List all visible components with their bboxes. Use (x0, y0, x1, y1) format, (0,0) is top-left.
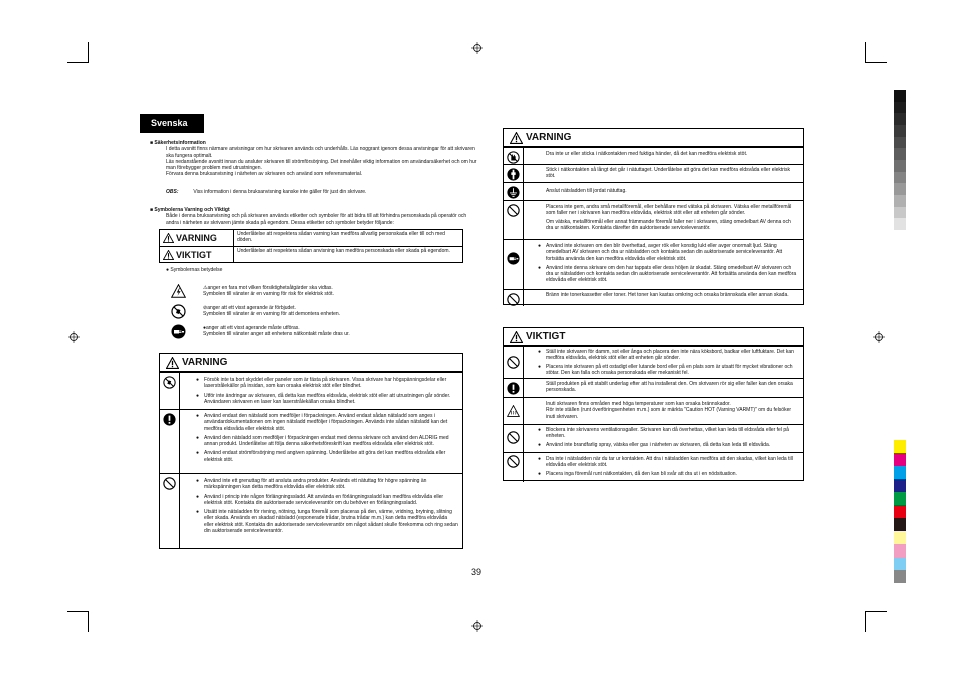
mandatory-icon (507, 382, 520, 395)
warning-row (504, 164, 803, 182)
viktigt-row: ● Blockera inte skrivarens ventilationsgaller. Skrivaren kan då överhettas, vilket kan leda till eldsvåda eller fel på enheten. ● Använd inte brandfarlig spray, vätska eller gas i närheten av skrivaren, då detta kan leda till eldsvåda. (504, 424, 803, 452)
right-warning-title: VARNING (526, 132, 572, 143)
warning-bullet: Utsätt inte nätsladden för rivning, nötning, tunga föremål som placeras på den, värme, vridning, brytning, slitning eller skada. Används en skadad nätsladd (exponerade trådar, brutna trådar m.m.) kan detta medföra eldsvåda eller elektrisk stöt. Kontakta din auktoriserade serviceleverantör om något sådant skulle förekomma och ring sedan din auktoriserade serviceleverantör. (204, 509, 458, 535)
color-calibration-strip (894, 440, 906, 583)
prohibited-icon (507, 455, 520, 468)
unplug-icon (507, 252, 520, 265)
symbol-item (171, 304, 471, 324)
warning-triangle-icon (163, 250, 174, 260)
calibration-swatch (894, 218, 906, 230)
symbol-item (171, 324, 471, 344)
viktigt-bullet: Använd inte brandfarlig spray, vätska eller gas i närheten av skrivaren, då detta kan leda till eldsvåda. (546, 441, 771, 448)
warning-bullet: Utför inte ändringar av skrivaren, då detta kan medföra eldsvåda, elektrisk stöt eller att utrustningen går sönder. Användaren skrivaren en laser kan laserstrålekällan orsaka blindhet. (204, 392, 451, 405)
calibration-swatch (894, 557, 906, 570)
warning-row (504, 147, 803, 164)
prohibited-icon (507, 356, 520, 369)
registration-mark-icon (471, 620, 483, 632)
viktigt-text: Ställ produkten på ett stabilt underlag efter att ha installerat den. Om skrivaren rör sig eller faller kan den orsaka personskada. (546, 381, 793, 394)
warning-bullet: Använd endast strömförsörjning med angiven spänning. Underlåtelse att göra det kan medföra eldsvåda eller elektrisk stöt. (204, 450, 446, 463)
viktigt-bullet: Placera inte skrivaren på ett ostadigt eller lutande bord eller på en plats som är utsatt för mycket vibrationer och stötar. Den kan falla och orsaka personskada eller mekaniskt fel. (546, 363, 793, 376)
obs-label: OBS: (166, 189, 179, 195)
legend-text-viktigt: Underlåtelse att respektera sådan anvisning kan medföra personskada eller skada på egendom. (237, 248, 450, 254)
warning-row (504, 182, 803, 200)
legend-label-varning: VARNING (176, 233, 217, 243)
calibration-swatch (894, 440, 906, 453)
symbol-item (171, 284, 471, 304)
crop-mark (88, 42, 89, 63)
language-tab: Svenska (140, 114, 204, 133)
legend-table (159, 229, 463, 263)
warning-triangle-icon (510, 331, 523, 343)
calibration-swatch (894, 172, 906, 184)
page-number: 39 (471, 567, 482, 577)
symbol-item-line1: anger att ett visst agerande är förbjudet. (207, 305, 296, 311)
warning-row: ● Använd inte skrivaren om den blir överhettad, avger rök eller konstig lukt eller avger onormalt ljud. Stäng omedelbart AV skrivaren och dra ur nätsladden och kontakta sedan din auktoriserade serviceleverantör. Att fortsätta använda den kan medföra eldsvåda eller elektrisk stöt. ● Använd inte denna skrivare om den har tappats eller dess höljen är skadat. Stäng omedelbart AV skrivaren och dra ur nätsladden och kontakta sedan din auktoriserade serviceleverantör. Att fortsätta använda den kan medföra eldsvåda eller elektrisk stöt. (504, 239, 803, 289)
legend-label-viktigt: VIKTIGT (176, 249, 212, 260)
registration-mark-icon (873, 331, 885, 343)
legend-text-varning: Underlåtelse att respektera sådan varning kan medföra allvarlig personskada eller till och med döden. (237, 231, 445, 244)
warning-bullet: Använd inte skrivaren om den blir överhettad, avger rök eller konstig lukt eller avger onormalt ljud. Stäng omedelbart AV skrivaren och dra ur nätsladden och kontakta sedan din auktoriserade serviceleverantör. Att fortsätta använda den kan medföra eldsvåda eller elektrisk stöt. (546, 243, 783, 262)
calibration-swatch (894, 531, 906, 544)
crop-mark (67, 62, 89, 63)
safety-paragraph: I detta avsnitt finns närmare anvisningar om hur skrivaren används och underhålls. Läs noggrant igenom dessa anvisningar för att skrivaren ska fungera optimalt. (166, 146, 475, 159)
registration-mark-icon (68, 331, 80, 343)
prohibited-icon (507, 204, 520, 217)
crop-mark (865, 62, 887, 63)
crop-mark (67, 611, 89, 612)
registration-mark-icon (471, 42, 483, 54)
warning-triangle-icon (166, 357, 179, 369)
calibration-swatch (894, 113, 906, 125)
calibration-swatch (894, 125, 906, 137)
calibration-swatch (894, 102, 906, 114)
left-warning-title: VARNING (182, 357, 228, 368)
obs-text: Viss information i denna bruksanvisning kanske inte gäller för just din skrivare. (193, 189, 367, 195)
warning-text: Om vätska, metallföremål eller annat främmande föremål faller ner i skrivaren, stäng omedelbart AV denna och dra ur nätkontakten. Kontakta därefter din auktoriserade serviceleverantör. (546, 218, 791, 231)
crop-mark (88, 611, 89, 632)
prohibited-icon (507, 293, 520, 306)
calibration-swatch (894, 207, 906, 219)
mini-prohibited-icon: ⊘ (203, 305, 208, 311)
warning-text: Bränn inte tonerkassetter eller toner. Het toner kan kastas omkring och orsaka brännskada eller annan skada. (546, 292, 789, 298)
warning-row: ● Försök inte ta bort skyddet eller paneler som är fästa på skrivaren. Vissa skrivare har högspänningsdelar eller laserstrålekällor på insidan, som kan orsaka elektrisk stöt eller blindhet. ● Utför inte ändringar av skrivaren, då detta kan medföra eldsvåda, elektrisk stöt eller att utrustningen går sönder. Användaren skrivaren en laser kan laserstrålekällan orsaka blindhet. (160, 372, 462, 409)
calibration-swatch (894, 479, 906, 492)
viktigt-bullet: Ställ inte skrivaren för damm, sot eller ånga och placera den inte nära köksbord, badkar eller luftfuktare. Det kan medföra eldsvåda, elektrisk stöt eller att enheten går sönder. (546, 349, 794, 362)
safety-paragraph: Förvara denna bruksanvisning i närheten av skrivaren och använd som referensmaterial. (166, 171, 363, 178)
no-disassembly-icon (163, 376, 176, 389)
symbol-item-line1: anger att ett visst agerande måste utföras. (206, 325, 300, 331)
warning-text: Stick i nätkontakten så långt det går i nätuttaget. Underlåtelse att göra det kan medföra eldsvåda eller elektrisk stöt. (546, 167, 791, 180)
calibration-swatch (894, 183, 906, 195)
symbol-item-line2: Symbolen till vänster är en varning för risk för elektrisk stöt. (203, 291, 334, 298)
safety-heading: ■ Säkerhetsinformation (150, 140, 206, 146)
prohibited-disassembly-icon (171, 304, 186, 319)
viktigt-bullet: Placera inga föremål runt nätkontakten, då den kan bli svår att dra ut i en nödsituation. (546, 470, 737, 477)
viktigt-bullet: Blockera inte skrivarens ventilationsgaller. Skrivaren kan då överhettas, vilket kan leda till eldsvåda eller fel på enheten. (546, 427, 789, 440)
right-viktigt-title: VIKTIGT (526, 331, 566, 342)
mandatory-icon (163, 413, 176, 426)
mini-triangle-icon: ⚠ (203, 285, 208, 291)
right-viktigt-box (503, 327, 804, 481)
calibration-swatch (894, 544, 906, 557)
warning-row: ● Använd inte ett grenuttag för att ansluta andra produkter. Används ett nätuttag för högre spänning än märkspänningen kan detta medföra eldsvåda eller elektrisk stöt. ● Använd i princip inte någon förlängningssladd. Att använda en förlängningssladd kan medföra eldsvåda eller elektrisk stöt. Kontakta din auktoriserade serviceleverantör om du behöver en förlängningssladd. ● Utsätt inte nätsladden för rivning, nötning, tunga föremål som placeras på den, värme, vridning, brytning, slitning eller skada. Används en skadad nätsladd (exponerade trådar, brutna trådar m.m.) kan detta medföra eldsvåda eller elektrisk stöt. Kontakta din auktoriserade serviceleverantör om något sådant skulle förekomma och ring sedan din auktoriserade serviceleverantör. (160, 473, 462, 549)
calibration-swatch (894, 195, 906, 207)
viktigt-bullet: Dra inte i nätsladden när du tar ur kontakten. Att dra i nätsladden kan medföra att den skadas, vilket kan leda till eldsvåda eller elektrisk stöt. (546, 456, 793, 469)
warning-text: Anslut nätsladden till jordat nätuttag. (546, 188, 627, 194)
calibration-swatch (894, 160, 906, 172)
warning-bullet: Använd i princip inte någon förlängningssladd. Att använda en förlängningssladd kan medföra eldsvåda eller elektrisk stöt. Kontakta din auktoriserade serviceleverantör om du behöver en förlängningssladd. (204, 493, 444, 506)
warning-row: ● Använd endast den nätsladd som medföljer i förpackningen. Använd endast sådan nätsladd som anges i användardokumentationen om ingen nätsladd medföljer i förpackningen. Används inte sådan nätsladd kan det medföra eldsvåda eller elektrisk stöt. ● Använd den nätsladd som medföljer i förpackningen endast med denna skrivare och använd den ALDRIG med annan produkt. Underlåtelse att följa denna säkerhetsföreskrift kan medföra eldsvåda eller elektrisk stöt. ● Använd endast strömförsörjning med angiven spänning. Underlåtelse att göra det kan medföra eldsvåda eller elektrisk stöt. (160, 409, 462, 473)
viktigt-text: Rör inte ställen (runt överföringsenheten m.m.) som är märkta "Caution HOT (Varning VARMT)" om du felsöker inuti skrivaren. (546, 407, 792, 420)
crop-mark (865, 611, 866, 632)
viktigt-text: Inuti skrivaren finns områden med höga temperaturer som kan orsaka brännskador. (546, 401, 731, 407)
right-warning-box (503, 128, 804, 305)
safety-paragraph: Läs nedanstående avsnitt innan du ansluter skrivaren till strömförsörjning. Det innehåller viktig information om användarsäkerhet och om hur man förebygger problem med utrustningen. (166, 158, 477, 172)
hot-surface-icon (507, 405, 520, 417)
warning-text: Dra inte ur eller sticka i nätkontakten med fuktiga händer, då det kan medföra elektrisk stöt. (546, 151, 748, 157)
electric-shock-warning-icon (171, 284, 186, 298)
calibration-swatch (894, 518, 906, 531)
calibration-swatch (894, 466, 906, 479)
left-warning-box (159, 353, 463, 549)
viktigt-row (504, 378, 803, 397)
calibration-swatch (894, 570, 906, 583)
calibration-swatch (894, 505, 906, 518)
viktigt-row (504, 397, 803, 424)
warning-row (504, 200, 803, 239)
ground-icon (507, 186, 520, 199)
warning-triangle-icon (510, 132, 523, 144)
symbol-item-line2: Symbolen till vänster anger att enhetens nätkontakt måste dras ur. (203, 331, 350, 338)
viktigt-row: ● Ställ inte skrivaren för damm, sot eller ånga och placera den inte nära köksbord, badkar eller luftfuktare. Det kan medföra eldsvåda, elektrisk stöt eller att enheten går sönder. ● Placera inte skrivaren på ett ostadigt eller lutande bord eller på en plats som är utsatt för mycket vibrationer och stötar. Den kan falla och orsaka personskada eller mekaniskt fel. (504, 346, 803, 378)
warning-bullet: Använd den nätsladd som medföljer i förpackningen endast med denna skrivare och använd den ALDRIG med annan produkt. Underlåtelse att följa denna säkerhetsföreskrift kan medföra eldsvåda eller elektrisk stöt. (204, 434, 449, 448)
symbols-paragraph: Både i denna bruksanvisning och på skrivaren används etiketter och symboler för att bidra till att förhindra personskada på operatör och andra i närheten av skrivaren jämte skada på egendom. Dessa etiketter och symboler betyder följande: (166, 213, 467, 226)
crop-mark (865, 42, 866, 63)
crop-mark (865, 611, 887, 612)
mini-mandatory-icon: ● (203, 325, 207, 331)
gray-calibration-strip (894, 90, 906, 230)
calibration-swatch (894, 453, 906, 466)
calibration-swatch (894, 492, 906, 505)
unplug-icon (171, 324, 186, 339)
no-wet-hands-icon (507, 151, 520, 164)
prohibited-icon (163, 477, 176, 490)
viktigt-row: ● Dra inte i nätsladden när du tar ur kontakten. Att dra i nätsladden kan medföra att den skadas, vilket kan leda till eldsvåda eller elektrisk stöt. ● Placera inga föremål runt nätkontakten, då den kan bli svår att dra ut i en nödsituation. (504, 452, 803, 482)
warning-bullet: Använd inte ett grenuttag för att ansluta andra produkter. Används ett nätuttag för högre spänning än märkspänningen kan detta medföra eldsvåda eller elektrisk stöt. (204, 478, 427, 491)
symbols-section: ■ Symbolerna Varning och Viktigt Både i denna bruksanvisning och på skrivaren används etiketter och symboler för att bidra till att förhindra personskada på operatör och andra i närheten av skrivaren jämte skada på egendom. Dessa etiketter och symboler betyder följande: (150, 207, 480, 226)
warning-bullet: Försök inte ta bort skyddet eller paneler som är fästa på skrivaren. Vissa skrivare har högspänningsdelar eller laserstrålekällor på insidan, som kan orsaka elektrisk stöt eller blindhet. (204, 377, 447, 390)
warning-bullet: Använd endast den nätsladd som medföljer i förpackningen. Använd endast sådan nätsladd som anges i användardokumentationen om ingen nätsladd medföljer i förpackningen. Används inte sådan nätsladd kan det medföra eldsvåda eller elektrisk stöt. (204, 413, 448, 432)
symbol-item-line1: anger en fara mot vilken försiktighetsåtgärder ska vidtas. (207, 285, 333, 291)
calibration-swatch (894, 90, 906, 102)
plug-in-icon (507, 168, 520, 181)
warning-bullet: Använd inte denna skrivare om den har tappats eller dess höljen är skadat. Stäng omedelbart AV skrivaren och dra ur nätsladden och kontakta sedan din auktoriserade serviceleverantör. Att fortsätta använda den kan medföra eldsvåda eller elektrisk stöt. (546, 264, 797, 284)
warning-row (504, 289, 803, 306)
obs-note (166, 189, 486, 195)
warning-text: Placera inte gem, andra små metallföremål, eller behållare med vätska på skrivaren. Vätska eller metallföremål som faller ner i skrivaren kan medföra eldsvåda, elektrisk stöt eller att enheten går sönder. (546, 204, 792, 217)
symbol-item-line2: Symbolen till vänster är en varning för att demontera enheten. (203, 311, 341, 318)
symbol-meaning-heading: ● Symbolernas betydelse (166, 267, 223, 273)
warning-triangle-icon (163, 233, 174, 243)
calibration-swatch (894, 137, 906, 149)
prohibited-icon (507, 431, 520, 444)
symbols-heading: Symbolerna Varning och Viktigt (154, 207, 230, 213)
safety-section (150, 140, 480, 178)
calibration-swatch (894, 148, 906, 160)
